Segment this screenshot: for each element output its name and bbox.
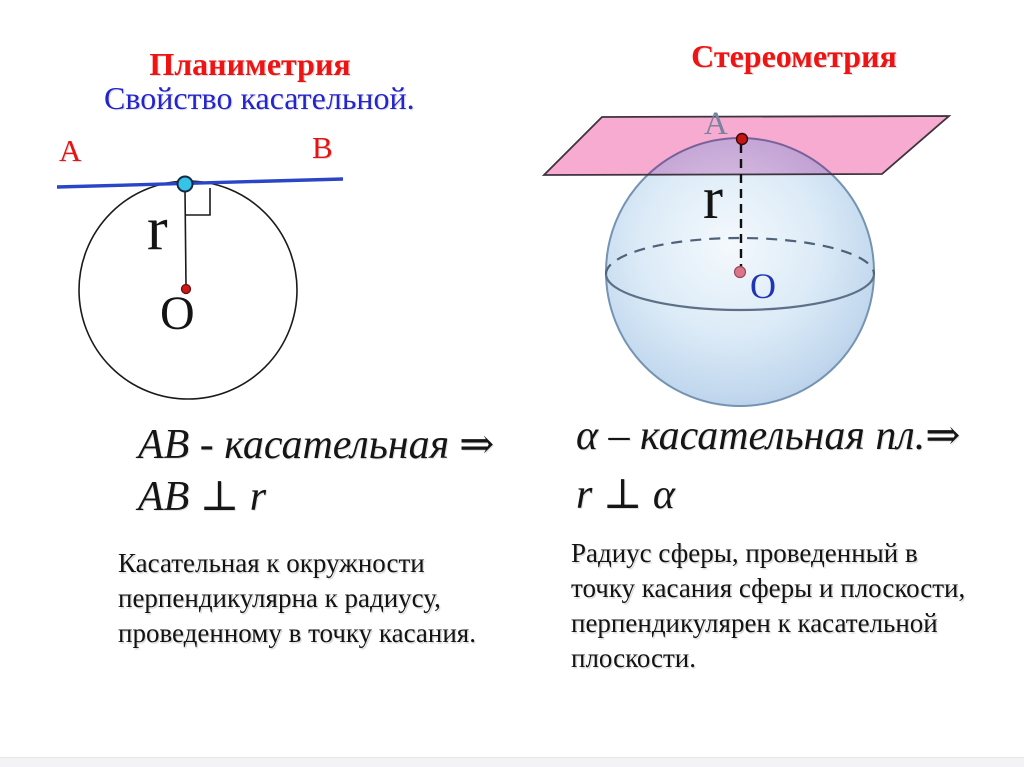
label-radius-right: r [703, 165, 723, 231]
label-radius-left: r [147, 195, 168, 263]
circle-tangent-diagram [30, 130, 370, 420]
statement-line: Радиус сферы, проведенный в [571, 538, 918, 568]
label-center-right: O [750, 266, 776, 306]
statement-line: Касательная к окружности [118, 548, 425, 578]
label-point-a: A [59, 133, 82, 168]
tangent-property-subtitle: Свойство касательной. [104, 80, 415, 116]
statement-line: перпендикулярна к радиусу, [118, 583, 441, 613]
planimetry-title: Планиметрия [149, 46, 351, 82]
sphere-center-point [735, 267, 746, 278]
statement-line: точку касания сферы и плоскости, [571, 573, 966, 603]
statement-line: перпендикулярен к касательной [571, 608, 938, 638]
label-sphere-point-a: A [704, 106, 728, 142]
sphere-tangent-plane-diagram [530, 90, 1000, 420]
stereometry-statement [571, 536, 965, 676]
statement-line: проведенному в точку касания. [118, 618, 476, 648]
label-center-left: O [160, 287, 195, 340]
stereometry-title: Стереометрия [691, 38, 897, 74]
implies-arrow: ⇒ [459, 422, 495, 468]
formula-text: α – касательная пл. [576, 413, 926, 459]
stereometry-formula-conclusion: r ⊥ α [576, 472, 675, 518]
label-point-b: B [312, 130, 333, 165]
implies-arrow: ⇒ [925, 413, 961, 459]
tangency-point [178, 177, 193, 192]
planimetry-statement [118, 546, 476, 651]
statement-line: плоскости. [571, 643, 696, 673]
radius-segment [185, 190, 186, 285]
planimetry-formula-conclusion: AB ⊥ r [138, 474, 267, 520]
planimetry-formula-premise [138, 424, 494, 466]
sphere-tangency-point [737, 134, 748, 145]
stereometry-formula-premise [576, 415, 960, 457]
slide-bottom-edge [0, 757, 1024, 767]
formula-text: AB - касательная [138, 422, 450, 468]
